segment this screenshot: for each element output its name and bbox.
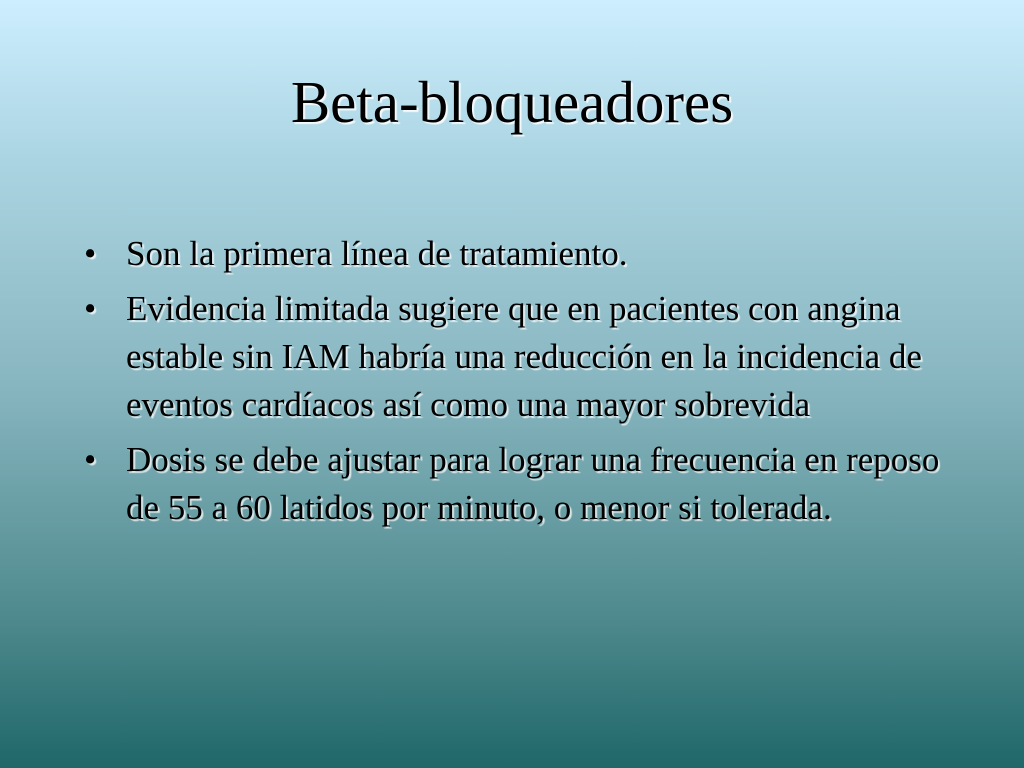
bullet-text: Dosis se debe ajustar para lograr una frecuencia en reposo de 55 a 60 latidos por minuto, o menor si tolerada. (126, 440, 940, 527)
bullet-dot-icon: • (84, 440, 97, 479)
bullet-dot-icon: • (84, 234, 97, 273)
bullet-item (84, 230, 964, 278)
bullet-item (84, 436, 964, 532)
bullet-item (84, 285, 964, 429)
bullet-text: Evidencia limitada sugiere que en pacientes con angina estable sin IAM habría una reducción en la incidencia de eventos cardíacos así como una mayor sobrevida (126, 289, 922, 424)
bullet-list (84, 230, 964, 539)
bullet-dot-icon: • (84, 289, 97, 328)
slide-title: Beta-bloqueadores (290, 69, 734, 135)
bullet-text: Son la primera línea de tratamiento. (126, 234, 628, 273)
